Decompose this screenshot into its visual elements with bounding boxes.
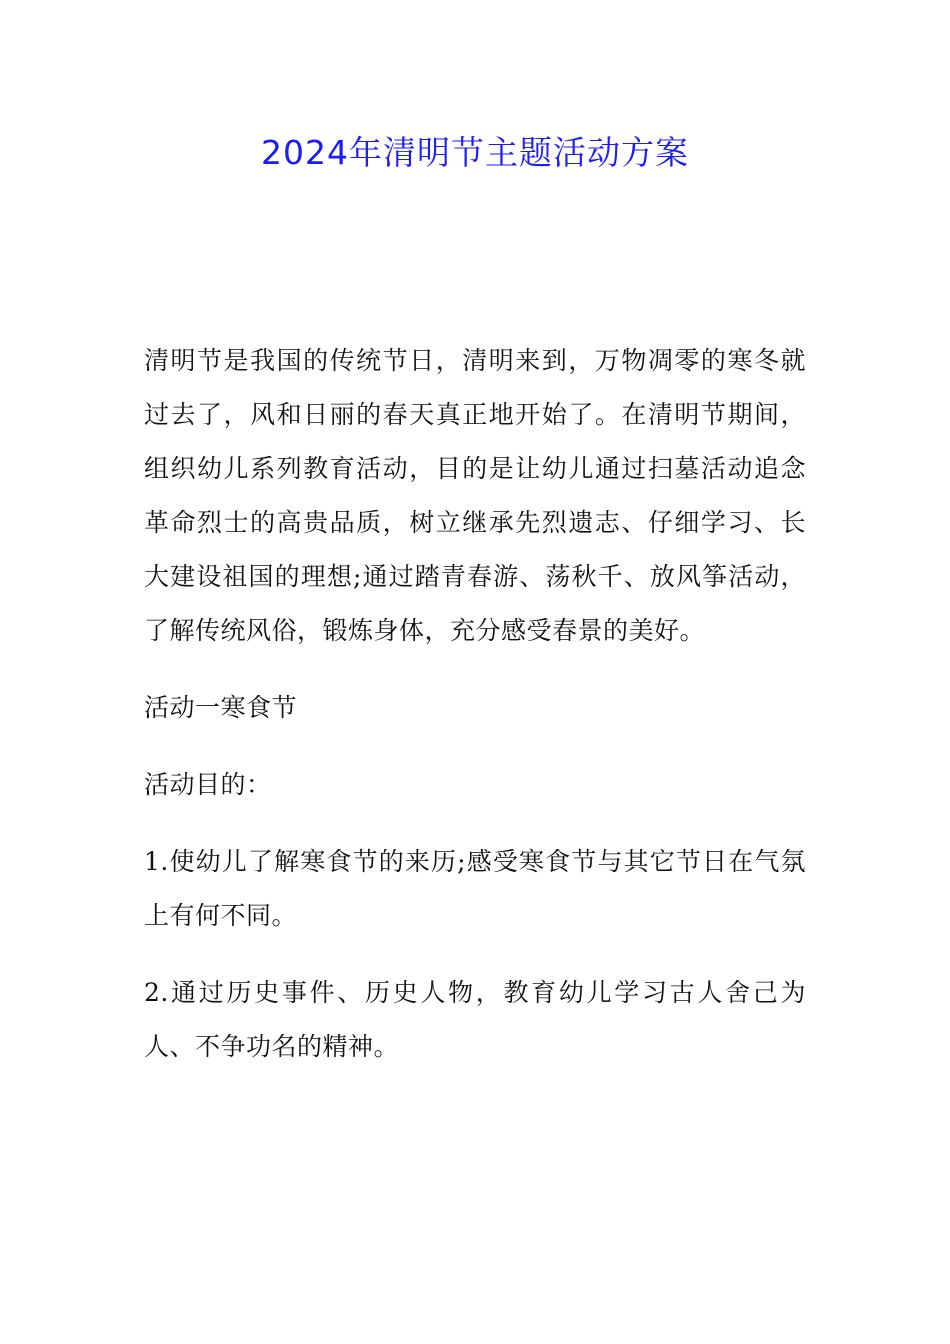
document-title: 2024年清明节主题活动方案 (261, 133, 689, 172)
document-body (144, 334, 806, 1097)
intro-paragraph: 清明节是我国的传统节日，清明来到，万物凋零的寒冬就过去了，风和日丽的春天真正地开始了。在清明节期间，组织幼儿系列教育活动，目的是让幼儿通过扫墓活动追念革命烈士的高贵品质，树立继承先烈遗志、仔细学习、长大建设祖国的理想;通过踏青春游、荡秋千、放风筝活动，了解传统风俗，锻炼身体，充分感受春景的美好。 (144, 346, 806, 645)
goal-item-2: 2.通过历史事件、历史人物，教育幼儿学习古人舍己为人、不争功名的精神。 (144, 978, 806, 1061)
subheading-activity-goals: 活动目的： (144, 770, 272, 799)
goal-item-1: 1.使幼儿了解寒食节的来历;感受寒食节与其它节日在气氛上有何不同。 (144, 847, 806, 930)
section-heading-activity-one: 活动一寒食节 (144, 693, 298, 722)
